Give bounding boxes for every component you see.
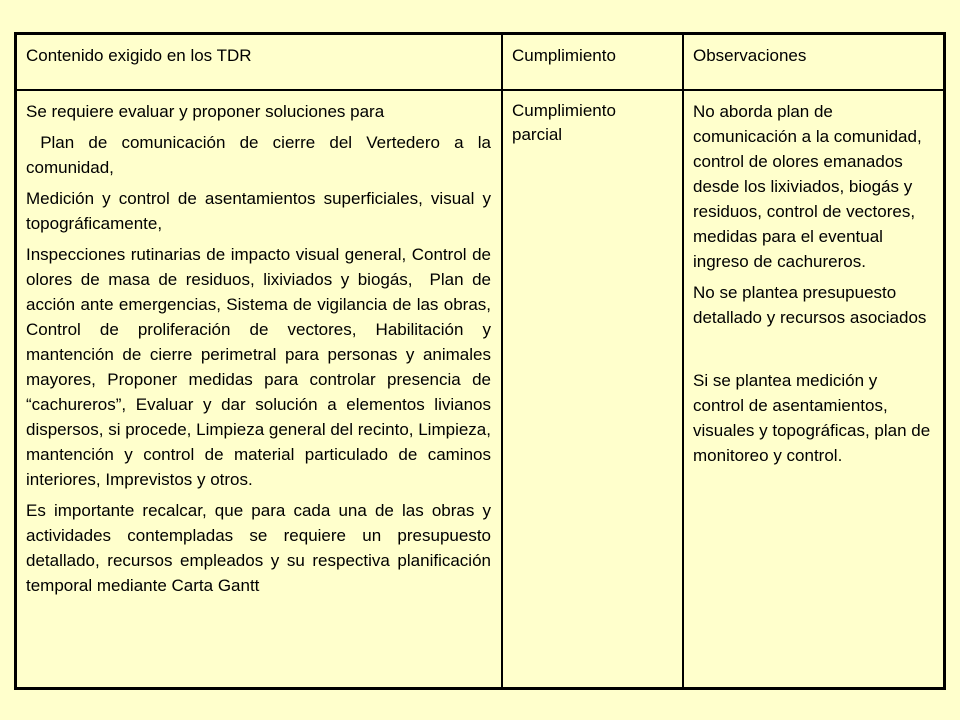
header-observaciones: Observaciones <box>684 35 943 91</box>
requirements-table <box>14 32 946 690</box>
requirement-paragraph: Inspecciones rutinarias de impacto visual general, Control de olores de masa de residuos, lixiviados y biogás, Plan de acción ante emergencias, Sistema de vigilancia de las obras, Control de proliferación de vectores, Habilitación y mantención de cierre perimetral para personas y animales mayores, Proponer medidas para controlar presencia de “cachureros”, Evaluar y dar solución a elementos livianos dispersos, si procede, Limpieza general del recinto, Limpieza, mantención y control de material particulado de caminos interiores, Imprevistos y otros. <box>26 245 501 489</box>
observations-cell <box>684 91 943 687</box>
compliance-status: Cumplimiento parcial <box>512 101 616 144</box>
compliance-cell <box>503 91 684 687</box>
requirement-paragraph: Es importante recalcar, que para cada una de las obras y actividades contempladas se requiere un presupuesto detallado, recursos empleados y su respectiva planificación temporal mediante Carta Gantt <box>26 501 496 595</box>
header-contenido: Contenido exigido en los TDR <box>17 35 503 91</box>
observation-paragraph: No aborda plan de comunicación a la comunidad, control de olores emanados desde los lixiviados, biogás y residuos, control de vectores, medidas para el eventual ingreso de cachureros. <box>693 102 922 271</box>
requirement-paragraph: Plan de comunicación de cierre del Vertedero a la comunidad, <box>26 133 496 177</box>
requirement-paragraph: Medición y control de asentamientos superficiales, visual y topográficamente, <box>26 189 496 233</box>
header-cumplimiento: Cumplimiento <box>503 35 684 91</box>
requirement-paragraph: Se requiere evaluar y proponer soluciones para <box>26 102 385 121</box>
observation-paragraph: Si se plantea medición y control de asentamientos, visuales y topográficas, plan de monitoreo y control. <box>693 371 931 465</box>
requirements-cell <box>17 91 503 687</box>
observation-paragraph: No se plantea presupuesto detallado y recursos asociados <box>693 283 927 327</box>
